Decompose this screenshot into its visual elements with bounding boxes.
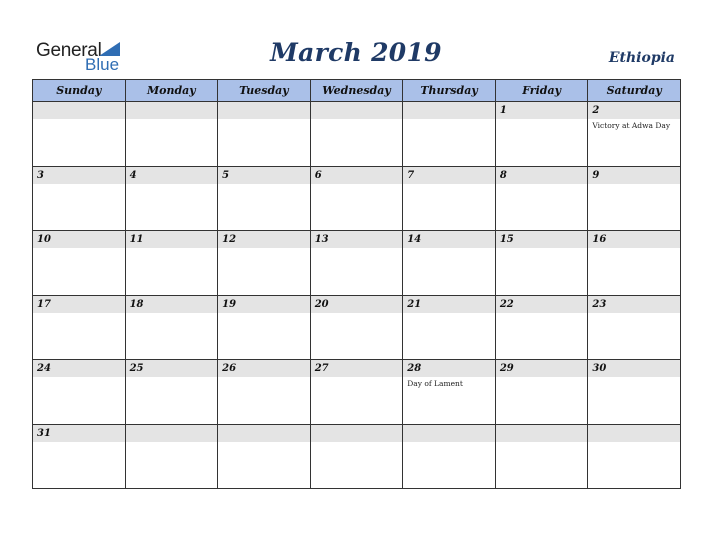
day-number: 24 [33, 360, 125, 377]
day-number [126, 425, 218, 442]
day-number: 2 [588, 102, 680, 119]
day-cell [588, 231, 681, 296]
day-cell [310, 102, 403, 167]
day-number [403, 425, 495, 442]
country-name: Ethiopia [608, 50, 675, 66]
day-number [496, 425, 588, 442]
day-cell [588, 102, 681, 167]
day-number: 14 [403, 231, 495, 248]
day-cell [588, 424, 681, 489]
day-cell [33, 166, 126, 231]
week-row [33, 360, 681, 425]
day-cell [33, 360, 126, 425]
day-cell [33, 231, 126, 296]
day-cell [33, 102, 126, 167]
weekday-header: Thursday [403, 80, 496, 102]
day-number: 20 [311, 296, 403, 313]
day-cell [588, 360, 681, 425]
day-number: 25 [126, 360, 218, 377]
day-number: 9 [588, 167, 680, 184]
day-cell [495, 295, 588, 360]
day-number: 23 [588, 296, 680, 313]
day-number: 26 [218, 360, 310, 377]
day-number: 15 [496, 231, 588, 248]
week-row [33, 295, 681, 360]
day-cell [403, 295, 496, 360]
day-cell [495, 424, 588, 489]
day-number: 1 [496, 102, 588, 119]
day-number [403, 102, 495, 119]
day-cell [125, 360, 218, 425]
weekday-header: Tuesday [218, 80, 311, 102]
day-number: 5 [218, 167, 310, 184]
day-cell [403, 231, 496, 296]
week-row [33, 231, 681, 296]
calendar-title: March 2019 [270, 38, 442, 67]
weekday-header: Sunday [33, 80, 126, 102]
brand-blue-text: Blue [85, 55, 120, 74]
day-cell [218, 102, 311, 167]
day-number [311, 102, 403, 119]
day-cell [310, 295, 403, 360]
day-cell [495, 166, 588, 231]
day-number: 7 [403, 167, 495, 184]
holiday-label: Victory at Adwa Day [592, 121, 671, 130]
day-cell [588, 166, 681, 231]
day-cell [310, 360, 403, 425]
weekday-header: Saturday [588, 80, 681, 102]
day-number [588, 425, 680, 442]
day-number [126, 102, 218, 119]
day-cell [495, 231, 588, 296]
weekday-header: Friday [495, 80, 588, 102]
day-cell [218, 360, 311, 425]
day-cell [33, 424, 126, 489]
weekday-header-row [33, 80, 681, 102]
weekday-header: Monday [125, 80, 218, 102]
brand-general-text: General [36, 40, 102, 61]
day-number: 4 [126, 167, 218, 184]
day-number: 16 [588, 231, 680, 248]
day-number [218, 102, 310, 119]
day-cell [310, 231, 403, 296]
day-cell [218, 166, 311, 231]
day-cell [218, 295, 311, 360]
day-number: 29 [496, 360, 588, 377]
day-number: 19 [218, 296, 310, 313]
week-row [33, 102, 681, 167]
week-row [33, 166, 681, 231]
day-number: 6 [311, 167, 403, 184]
weekday-header: Wednesday [310, 80, 403, 102]
day-cell [495, 360, 588, 425]
day-number [311, 425, 403, 442]
day-cell [125, 231, 218, 296]
day-number: 30 [588, 360, 680, 377]
day-cell [218, 424, 311, 489]
day-cell [588, 295, 681, 360]
day-cell [310, 424, 403, 489]
week-row [33, 424, 681, 489]
day-number: 17 [33, 296, 125, 313]
day-cell [403, 424, 496, 489]
day-cell [33, 295, 126, 360]
day-number: 10 [33, 231, 125, 248]
day-number: 28 [403, 360, 495, 377]
day-number [33, 102, 125, 119]
day-cell [403, 102, 496, 167]
day-cell [403, 360, 496, 425]
day-number: 18 [126, 296, 218, 313]
day-number: 21 [403, 296, 495, 313]
day-number: 31 [33, 425, 125, 442]
calendar-grid [32, 79, 681, 489]
day-number: 3 [33, 167, 125, 184]
day-cell [495, 102, 588, 167]
day-number: 11 [126, 231, 218, 248]
day-number: 8 [496, 167, 588, 184]
day-number: 27 [311, 360, 403, 377]
holiday-label: Day of Lament [407, 379, 463, 388]
calendar-body [33, 102, 681, 489]
day-number: 12 [218, 231, 310, 248]
day-number: 22 [496, 296, 588, 313]
day-cell [125, 424, 218, 489]
day-cell [125, 166, 218, 231]
day-cell [310, 166, 403, 231]
day-number [218, 425, 310, 442]
day-cell [403, 166, 496, 231]
day-number: 13 [311, 231, 403, 248]
day-cell [218, 231, 311, 296]
day-cell [125, 295, 218, 360]
day-cell [125, 102, 218, 167]
